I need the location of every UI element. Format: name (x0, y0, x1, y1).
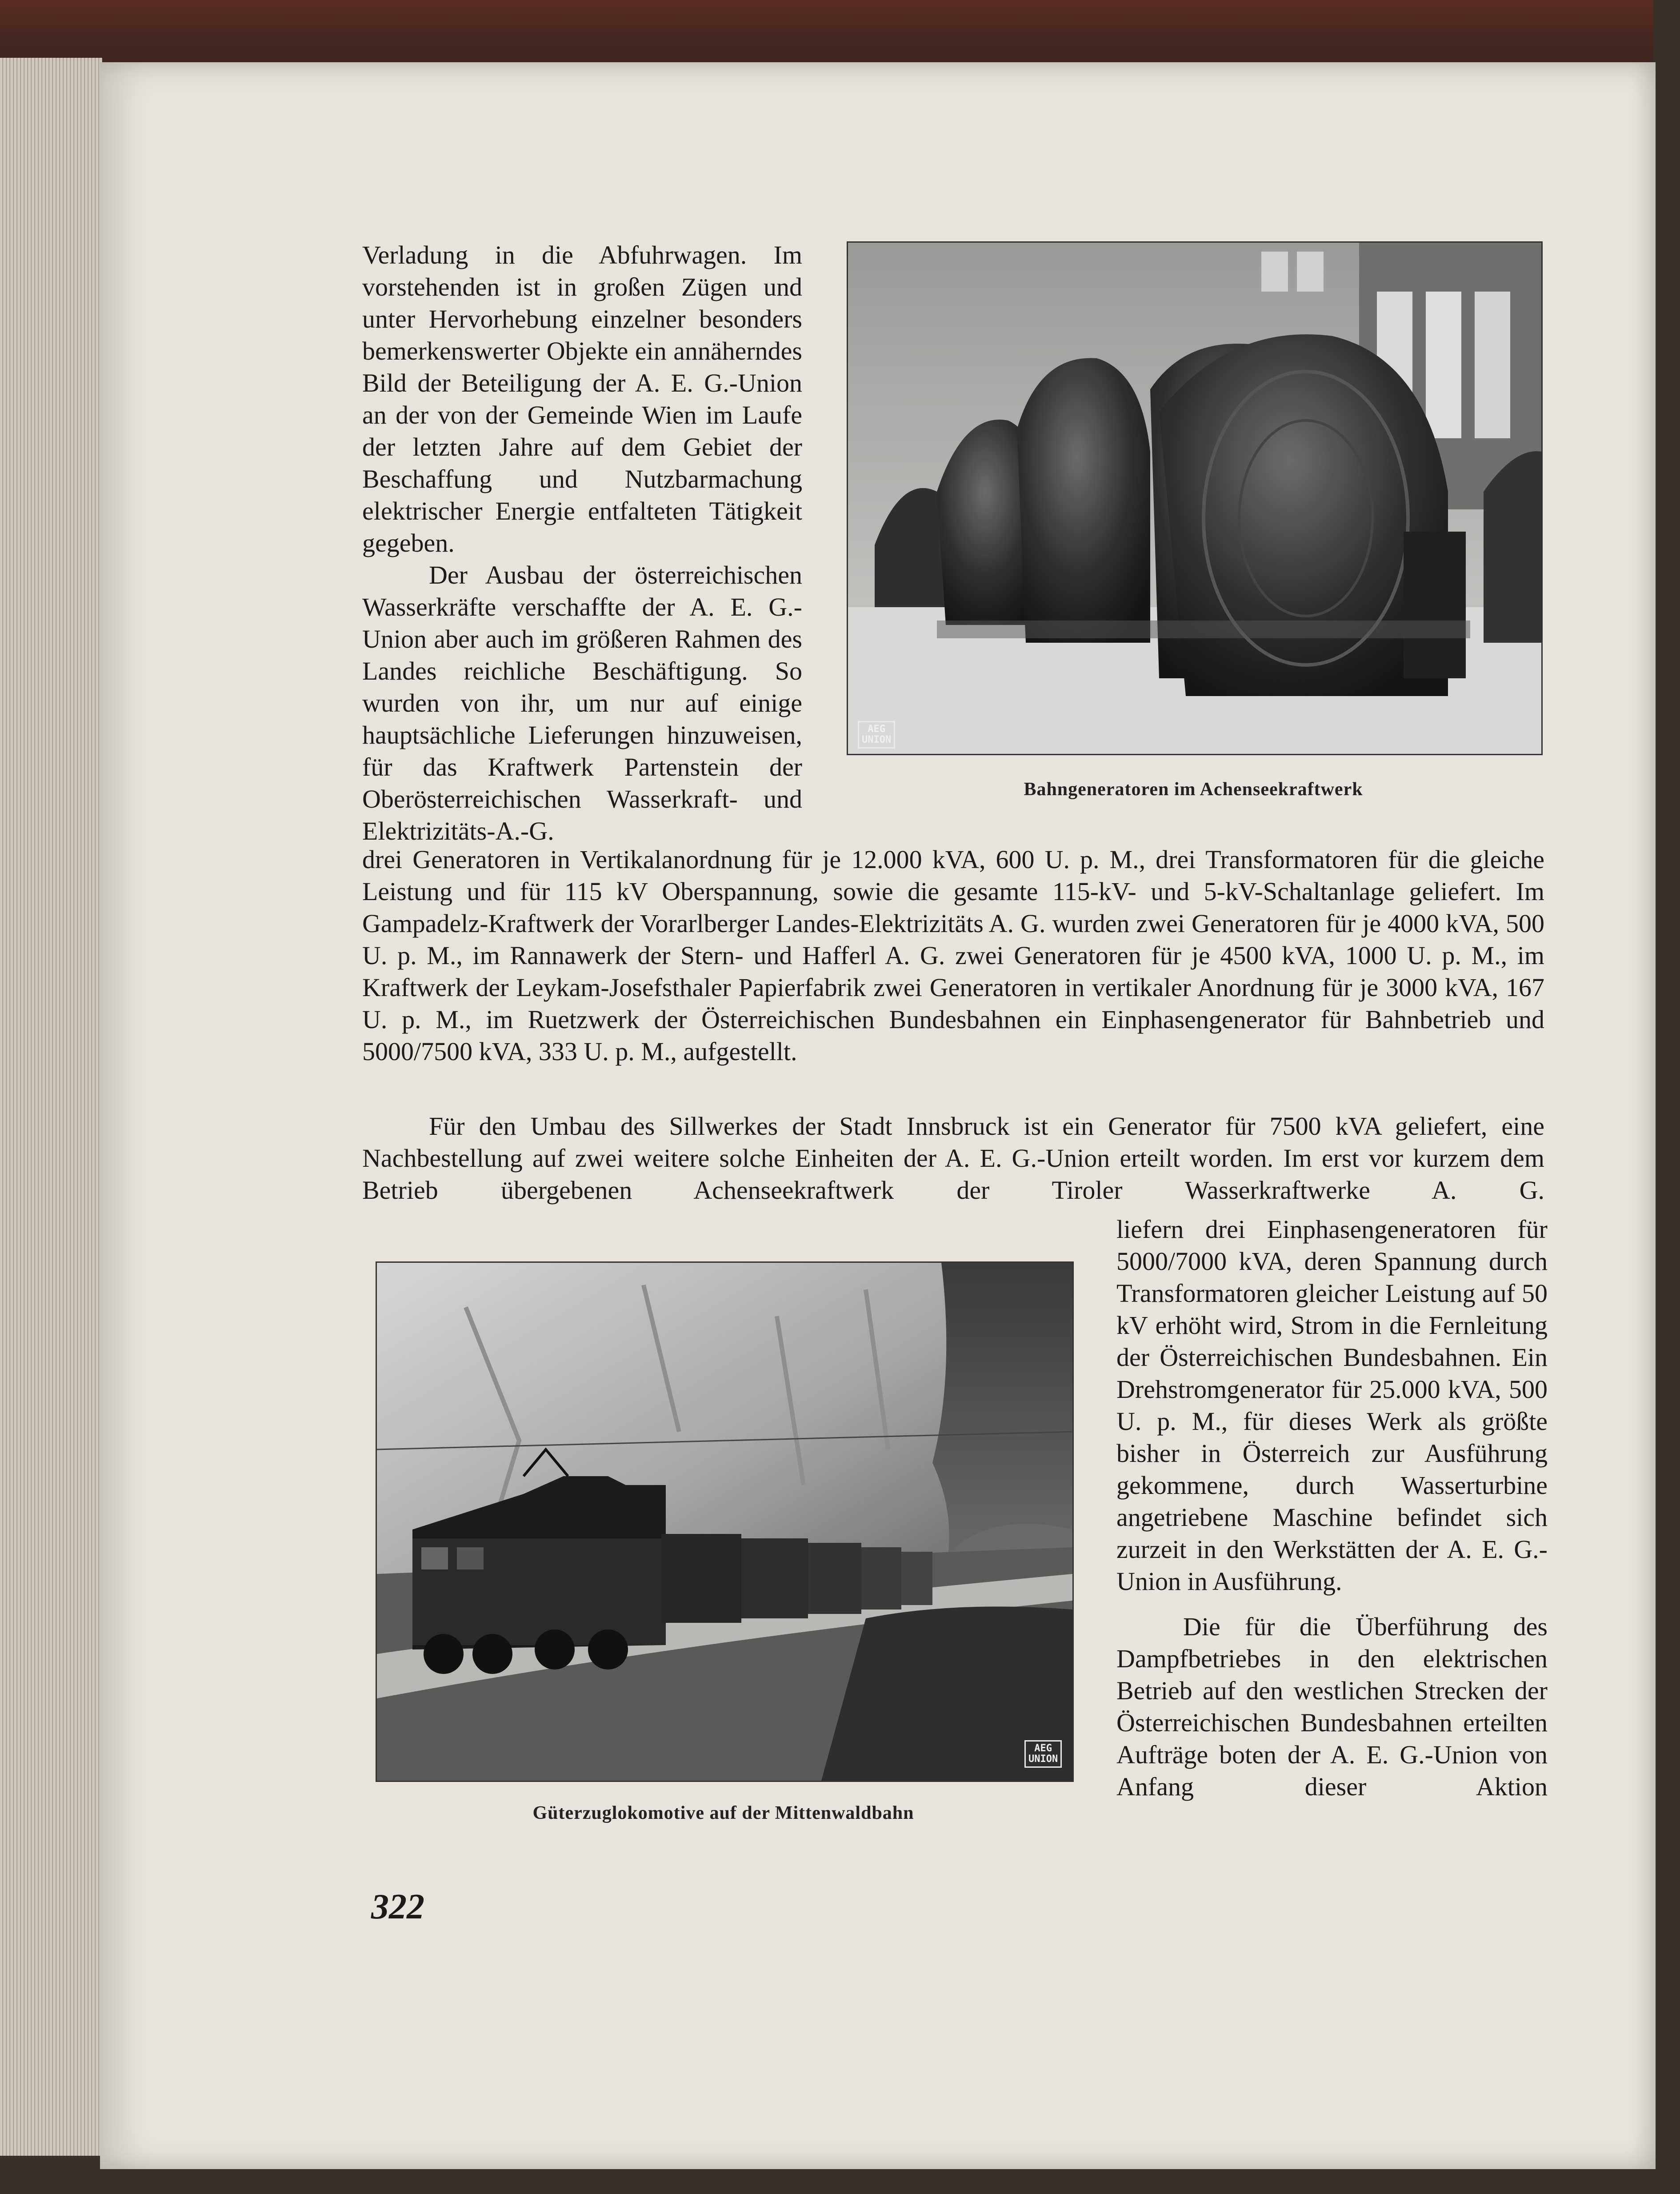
page-stack-edge (0, 58, 102, 2156)
full-width-text-1 (362, 844, 1544, 1068)
generators-photo (847, 241, 1543, 755)
caption-locomotive: Güterzuglokomotive auf der Mittenwaldbahn (532, 1803, 914, 1823)
logo-text-top: AEG (1034, 1743, 1052, 1754)
locomotive-photo (376, 1261, 1074, 1782)
book-cover-edge (0, 0, 1680, 67)
aeg-union-logo-2 (1024, 1740, 1062, 1768)
paragraph-2-continued: drei Generatoren in Vertikalanordnung für je 12.000 kVA, 600 U. p. M., drei Transformatoren für die gleiche Leistung und für 115 kV Oberspannung, sowie die gesamte 115-kV- und 5-kV-Schaltanlage geliefert. Im Gampadelz-Kraftwerk der Vorarlberger Landes-Elektrizitäts A. G. wurden zwei Generatoren für je 4000 kVA, 500 U. p. M., im Rannawerk der Stern- und Hafferl A. G. zwei Generatoren für je 4500 kVA, 1000 U. p. M., im Kraftwerk der Leykam-Josefsthaler Papierfabrik zwei Generatoren in vertikaler Anordnung für je 3000 kVA, 167 U. p. M., im Ruetzwerk der Österreichischen Bundesbahnen ein Einphasengenerator für Bahnbetrieb und 5000/7500 kVA, 333 U. p. M., aufgestellt. (362, 845, 1544, 1066)
paragraph-4: Die für die Überführung des Dampfbetriebes in den elektrischen Betrieb auf den westlichen Strecken der Österreichischen Bundesbahnen erteilten Aufträge boten der A. E. G.-Union von Anfang dieser Aktion (1116, 1612, 1548, 1801)
paragraph-2: Der Ausbau der österreichischen Wasserkräfte verschaffte der A. E. G.-Union aber auch im größeren Rahmen des Landes reichliche Beschäftigung. So wurden von ihr, um nur auf einige hauptsächliche Lieferungen hinzuweisen, für das Kraftwerk Partenstein der Oberösterreichischen Wasserkraft- und Elektrizitäts-A.-G. (362, 561, 802, 845)
logo-text-bottom: UNION (1028, 1754, 1058, 1765)
caption-generators: Bahngeneratoren im Achenseekraftwerk (1024, 779, 1363, 800)
paragraph-1: Verladung in die Abfuhrwagen. Im vorstehenden ist in großen Zügen und unter Hervorhebung einzelner besonders bemerkenswerter Objekte ein annäherndes Bild der Beteiligung der A. E. G.-Union an der von der Gemeinde Wien im Laufe der letzten Jahre auf dem Gebiet der Beschaffung und Nutzbarmachung elektrischer Energie entfalteten Tätigkeit gegeben. (362, 240, 802, 557)
book-right-edge (1653, 0, 1680, 2194)
logo-text-bottom: UNION (862, 734, 892, 745)
logo-text-top: AEG (868, 724, 885, 735)
aeg-union-logo (858, 721, 895, 749)
full-width-text-2 (362, 1110, 1544, 1206)
right-column-text (1116, 1213, 1548, 1803)
paragraph-3-continued: liefern drei Einphasengeneratoren für 5000/7000 kVA, deren Spannung durch Transformatoren gleicher Leistung auf 50 kV erhöht wird, Strom in die Fernleitung der Österreichischen Bundesbahnen. Ein Drehstromgenerator für 25.000 kVA, 500 U. p. M., für dieses Werk als größte bisher in Österreich zur Ausführung gekommene, durch Wasserturbine angetriebene Maschine befindet sich zurzeit in den Werkstätten der A. E. G.-Union in Ausführung. (1116, 1215, 1548, 1596)
left-column-text (362, 239, 802, 847)
paragraph-3: Für den Umbau des Sillwerkes der Stadt Innsbruck ist ein Generator für 7500 kVA geliefert, eine Nachbestellung auf zwei weitere solche Einheiten der A. E. G.-Union erteilt worden. Im erst vor kurzem dem Betrieb übergebenen Achenseekraftwerk der Tiroler Wasserkraftwerke A. G. (362, 1112, 1544, 1205)
page-number: 322 (371, 1887, 424, 1926)
